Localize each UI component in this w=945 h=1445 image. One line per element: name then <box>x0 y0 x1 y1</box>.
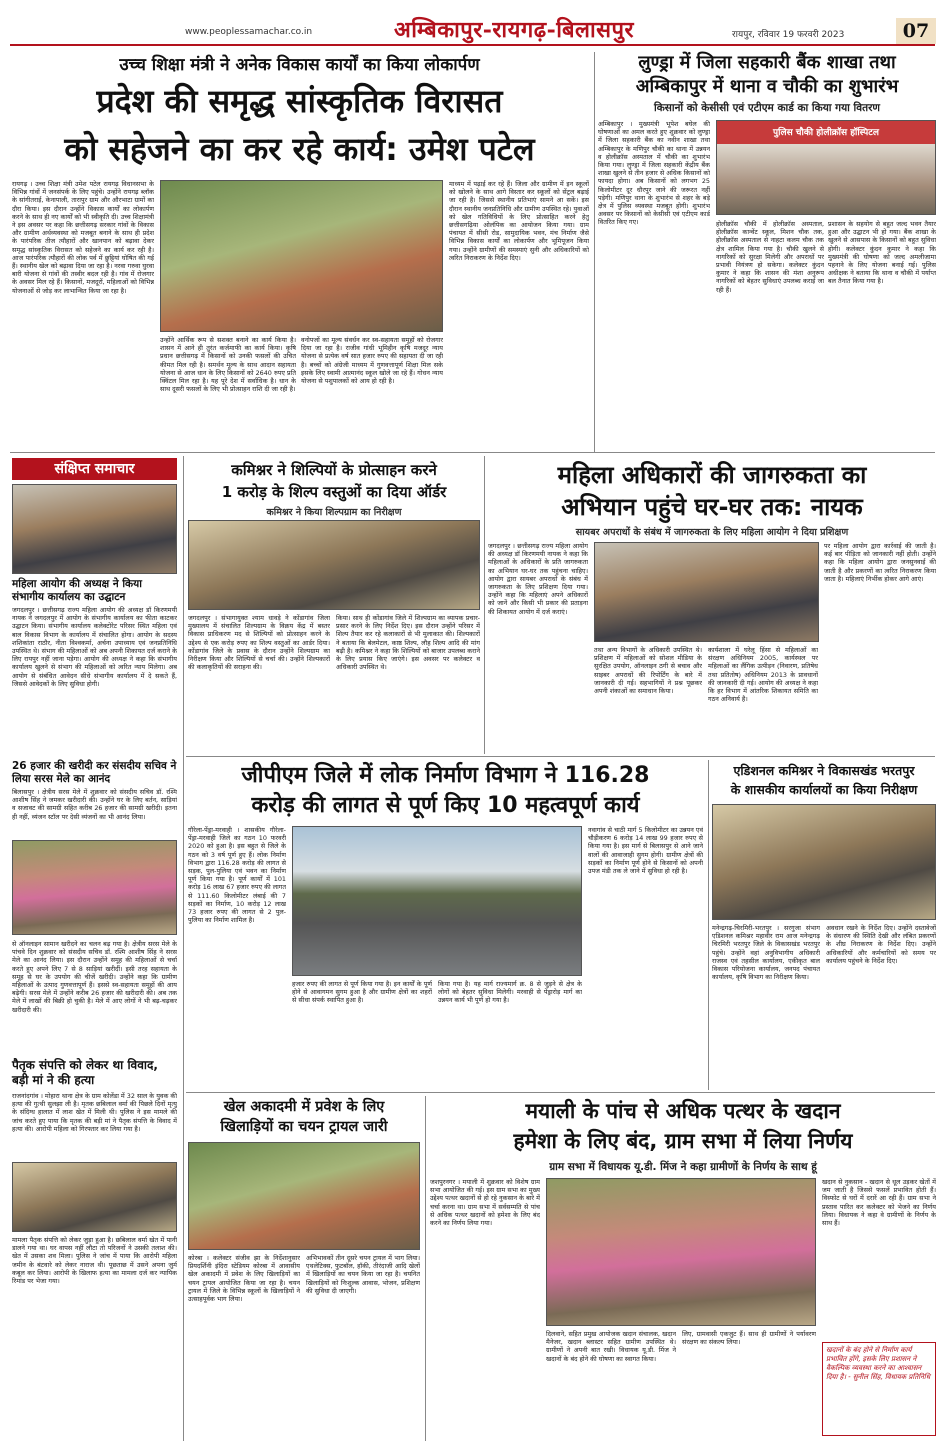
brief-item2-headline: 26 हजार की खरीदी कर संसदीय सचिव ने लिया सरस मेले का आनंद <box>12 760 177 785</box>
story1-col2-lower: उन्होंने आर्थिक रूप से सशक्त बनाने का कार्य किया है। शासन में आने ही तुरंत कर्जमाफी का कार्य किया। कृषि प्रधान छत्तीसगढ़ में किसानों को उनकी फसलों की उचित कीमत मिल रही है। समर्थन मूल्य के साथ आदान सहायता योजना से आज धान के लिए किसानों को 2640 रुपए प्रति क्विंटल मिल रहा है। यह पूरे देश में सर्वाधिक है। धान के साथ दूसरी फसलों के लिए भी प्रोत्साहन राशि दी जा रही है। <box>160 336 296 394</box>
story4-col3: कार्यशाला में घरेलू हिंसा से महिलाओं का संरक्षण अधिनियम 2005, कार्यस्थल पर महिलाओं का लैंगिक उत्पीड़न (निवारण, प्रतिषेध तथा प्रतितोष) अधिनियम 2013 के प्रावधानों की जानकारी दी गई। आयोग की अध्यक्ष ने कहा कि हर विभाग में आंतरिक शिकायत समिति का गठन अनिवार्य है। <box>708 646 818 704</box>
story1-photo-ribbon-cutting <box>160 180 443 332</box>
story5-col1: गौरेला-पेंड्रा-मरवाही । शासकीय गौरेला-पेंड्रा-मरवाही जिले का गठन 10 फरवरी 2020 को हुआ है। इस बहुत से जिले के गठन को 3 वर्ष पूर्ण हुए हैं। लोक निर्माण विभाग द्वारा 116.28 करोड़ की लागत से सड़क, पुल-पुलिया एवं भवन का निर्माण पूर्ण किया गया है। पूर्ण कार्यों में 101 करोड़ 16 लाख 67 हजार रुपए की लागत से 111.60 किलोमीटर लंबाई की 7 सड़कों का निर्माण, 10 करोड़ 12 लाख 73 हजार रुपए की लागत से 2 पुल-पुलिया का निर्माण शामिल है। <box>188 826 286 925</box>
brief-item1-headline: महिला आयोग की अध्यक्ष ने किया संभागीय कार्यालय का उद्घाटन <box>12 578 142 603</box>
story4-col1: जगदलपुर । छत्तीसगढ़ राज्य महिला आयोग की अध्यक्ष डॉ किरणमयी नायक ने कहा कि महिलाओं के अधिकारों के प्रति जागरुकता का अभियान घर-घर तक पहुंचना चाहिए। आयोग द्वारा सायबर अपराधों के संबंध में जागरुकता के लिए प्रशिक्षण दिया गया। उन्होंने कहा कि महिलाएं अपने अधिकारों को जानें और किसी भी प्रकार की प्रताड़ना की शिकायत आयोग में दर्ज कराएं। <box>488 542 588 616</box>
story1-col1: रायगढ़ । उच्च शिक्षा मंत्री उमेश पटेल रायगढ़ विधानसभा के विभिन्न गांवों में जनसंपर्क के लिए पहुंचे। उन्होंने रायगढ़ ब्लॉक के सांगीतराई, केनापाली, तारापुर ग्राम और औरभाटा ग्रामों का दौरा किया। इस दौरान उन्होंने विकास कार्यों का लोकार्पण करने के साथ ही नए कार्यों को भी स्वीकृति दी। उच्च शिक्षामंत्री ने इस अवसर पर कहा कि छत्तीसगढ़ सरकार गांवों के विकास और ग्रामीण अर्थव्यवस्था को मजबूत बनाने के साथ ही प्रदेश के पारंपरिक तीज त्यौहारों और खानपान को बढ़ावा देकर समृद्ध सांस्कृतिक विरासत को सहेजने का कार्य कर रही है। आज पारंपरिक त्यौहारों की लोक पर्व में छुट्टियां घोषित की गई हैं। स्थानीय खेल को बढ़ावा दिया जा रहा है। नरवा गरुवा घुरवा बारी योजना से गांवों की तस्वीर बदल रही है। गांव में रोजगार के अवसर मिल रहे हैं। किसानों, मजदूरों, महिलाओं को विभिन्न योजनाओं से जोड़ कर लाभान्वित किया जा रहा है। <box>12 180 154 295</box>
story1-col4: माध्यम में पढ़ाई कर रहे हैं। जिला और ग्रामीण में इन स्कूलों को खोलने के साथ आगे विस्तार कर स्कूलों को सेंट्रल बढ़ाई जा रही है। जिससे स्थानीय प्रतिभाएं सामने आ सकें। इस दौरान स्थानीय जनप्रतिनिधि और ग्रामीण उपस्थित रहे। युवाओं को खेल गतिविधियों के लिए प्रोत्साहित करने हेतु छत्तीसगढ़िया ओलंपिक का आयोजन किया गया। ग्राम पंचायत में सीसी रोड, सामुदायिक भवन, मंच निर्माण जैसे विभिन्न विकास कार्यों का लोकार्पण और भूमिपूजन किया गया। उन्होंने ग्रामीणों की समस्याएं सुनी और अधिकारियों को त्वरित निराकरण के निर्देश दिए। <box>449 180 589 262</box>
brief-item2-body: बिलासपुर । क्षेत्रीय सरस मेले में शुक्रवार को संसदीय सचिव डॉ. रश्मि आशीष सिंह ने जमकर खरीदारी की। उन्होंने घर के लिए बर्तन, साड़ियां व सजावट की सामग्री सहित करीब 26 हजार की सामग्री खरीदी। इतना ही नहीं, व्यंजन स्टॉल पर देसी व्यंजनों का भी आनंद लिया। <box>12 788 177 821</box>
story2-headline-1: लुण्ड्रा में जिला सहकारी बैंक शाखा तथा <box>638 52 896 73</box>
story5-col2: हजार रुपए की लागत से पूर्ण किया गया है। इन कार्यों के पूर्ण होने से आवागमन सुगम हुआ है और ग्रामीण क्षेत्रों का शहरों से सीधा संपर्क स्थापित हुआ है। <box>292 980 432 1005</box>
story7-headline-1: खेल अकादमी में प्रवेश के लिए <box>223 1099 385 1115</box>
story1-headline-1: प्रदेश की समृद्ध सांस्कृतिक विरासत <box>96 82 503 120</box>
story2-photo-sign: पुलिस चौकी होलीक्रॉस हॉस्पिटल <box>773 128 879 138</box>
story2-headline-2: अम्बिकापुर में थाना व चौकी का शुभारंभ <box>635 76 899 97</box>
story3-col1: जगदलपुर । संभागायुक्त श्याम धावड़े ने कोंडागांव जिला मुख्यालय में संचालित शिल्पग्राम के विक्रय केंद्र में बस्तर विकास प्राधिकरण मद से शिल्पियों को प्रोत्साहन करने के उद्देश्य से एक करोड़ रुपए का शिल्प वस्तुओं का आर्डर दिया। कोंडागांव जिले के प्रवास के दौरान उन्होंने शिल्पग्राम का निरीक्षण किया और शिल्पियों से चर्चा की। उन्होंने शिल्पकारों की कलाकृतियों की सराहना की। <box>188 614 330 672</box>
brief-item3-body2: मामला पैतृक संपत्ति को लेकर जुड़ा हुआ है। छबिलाल वर्मा खेत में पानी डालने गया था। घर वापस नहीं लौटा तो परिजनों ने उसकी तलाश की। खेत में उसका शव मिला। पुलिस ने जांच में पाया कि आरोपी महिला जमीन के बंटवारे को लेकर नाराज थी। पूछताछ में उसने अपना जुर्म कबूल कर लिया। आरोपी के खिलाफ हत्या का मामला दर्ज कर न्यायिक रिमांड पर भेजा गया। <box>12 1236 177 1286</box>
story6-col1: मनेन्द्रगढ़-चिरमिरी-भरतपुर । सरगुजा संभाग एडिशनल कमिश्नर महावीर राम आज मनेन्द्रगढ़ चिरमिरी भरतपुर जिले के विकासखंड भरतपुर पहुंचे। उन्होंने वहां अनुविभागीय अधिकारी राजस्व एवं तहसील कार्यालय, एकीकृत बाल विकास परियोजना कार्यालय, जनपद पंचायत कार्यालय, कृषि विभाग का निरीक्षण किया। <box>712 924 820 982</box>
story2-col2: होलीक्रॉस चौकी में होलीक्रॉस अस्पताल, होलीक्रॉस कान्वेंट स्कूल, मिशन चौक तक, होलीक्रॉस अस्पताल से नाहटा कलम चौक तक क्षेत्र शामिल किया गया है। चौकी खुलने से नागरिकों को सुरक्षा मिलेगी और अपराधों पर प्रभावी नियंत्रण हो सकेगा। कलेक्टर कुंदन कुमार ने कहा कि शासन की मंशा अनुरूप नागरिकों को बेहतर सुविधाएं उपलब्ध कराई जा रही हैं। <box>716 220 824 294</box>
brief-item2-body2: से ऑनलाइन सामान खरीदने का चलन बढ़ गया है। क्षेत्रीय सरस मेले के पांचवे दिन शुक्रवार को संसदीय सचिव डॉ. रश्मि आशीष सिंह ने सरस मेले का आनंद लिया। इस दौरान उन्होंने समूह की महिलाओं से चर्चा करते हुए अपने लिए 7 से 8 साड़ियां खरीदीं। इसी तरह सहायता के समूह से घर के उपयोग की चीजें खरीदी। उन्होंने कहा कि ग्रामीण महिलाओं के उत्पाद गुणवत्तापूर्ण हैं। इससे स्व-सहायता समूहों की आय बढ़ेगी। सरस मेले में उन्होंने करीब 26 हजार की खरीदारी की। अब तक मेले में लाखों की बिक्री हो चुकी है। मेले में आए लोगों ने भी बढ़-चढ़कर खरीदारी की। <box>12 940 177 1014</box>
story2-col3: प्रशासन के सहयोग से बहुत जल्द भवन तैयार हुआ और उद्घाटन भी हो गया। बैंक शाखा के खुलने से आसपास के किसानों को बहुत सुविधा होगी। कलेक्टर कुंदन कुमार ने कहा कि मुख्यमंत्री की घोषणा को जल्द अमलीजामा पहनाने के लिए योजना बनाई गई। पुलिस अधीक्षक ने बताया कि थाना व चौकी में पर्याप्त बल तैनात किया गया है। <box>828 220 936 286</box>
brief-photo-saras-mela <box>12 840 177 935</box>
story8-col2: खदान से नुकसान - खदान से धूल उड़कर खेतों में जम जाती है जिससे फसलें प्रभावित होती हैं। विस्फोट से घरों में दरारें आ रही हैं। ग्राम सभा ने प्रस्ताव पारित कर कलेक्टर को भेजने का निर्णय लिया। विधायक ने कहा वे ग्रामीणों के निर्णय के साथ हैं। <box>822 1178 936 1228</box>
story5-headline-2: करोड़ की लागत से पूर्ण किए 10 महत्वपूर्ण कार्य <box>251 793 640 818</box>
story4-subhead: सायबर अपराधों के संबंध में जागरुकता के लिए महिला आयोग ने दिया प्रशिक्षण <box>575 527 849 538</box>
story4-col4: पर महिला आयोग द्वारा कार्रवाई की जाती है। कई बार पीड़िता को जानकारी नहीं होती। उन्होंने कहा कि महिला आयोग द्वारा जनसुनवाई की जाती है और प्रकरणों का त्वरित निराकरण किया जाता है। महिलाएं निर्भीक होकर आगे आएं। <box>824 542 936 583</box>
section-divider <box>186 756 935 757</box>
story3-headline-2: 1 करोड़ के शिल्प वस्तुओं का दिया ऑर्डर <box>221 483 447 501</box>
story5-col4: नवागांव से चाठी मार्ग 5 किलोमीटर का उन्नयन एवं चौड़ीकरण 6 करोड़ 14 लाख 99 हजार रुपए से किया गया है। इस मार्ग से बिलासपुर से आने जाने वालों की आवाजाही सुगम होगी। ग्रामीण क्षेत्रों की सड़कों का निर्माण पूर्ण होने से किसानों को अपनी उपज मंडी तक ले जाने में सुविधा हो रही है। <box>588 826 703 876</box>
story2-photo-police-post <box>716 120 936 215</box>
story5-col3: किया गया है। यह मार्ग राज्यमार्ग क्र. 8 से जुड़ने से क्षेत्र के लोगों को बेहतर सुविधा मिलेगी। मरवाही से पेंड्रारोड़ मार्ग का उन्नयन कार्य भी पूर्ण हो गया है। <box>438 980 582 1005</box>
story7-col2: अभिभावकों तीन दूसरे चयन ट्रायल में भाग लिया। एथलेटिक्स, फुटबॉल, हॉकी, तीरंदाजी आदि खेलों में खिलाड़ियों का चयन किया जा रहा है। चयनित खिलाड़ियों को निःशुल्क आवास, भोजन, प्रशिक्षण की सुविधा दी जाएगी। <box>306 1254 420 1295</box>
brief-item3-headline: पैतृक संपत्ति को लेकर था विवाद, बड़ी मां ने की हत्या <box>12 1058 158 1087</box>
section-divider <box>10 452 935 453</box>
story6-headline-2: के शासकीय कार्यालयों का किया निरीक्षण <box>730 782 918 797</box>
story2-col1: अम्बिकापुर । मुख्यमंत्री भूपेश बघेल की घोषणाओं का अमल करते हुए शुक्रवार को लुण्ड्रा में जिला सहकारी बैंक का नवीन शाखा तथा अम्बिकापुर के मणिपुर चौकी का थाना में उन्नयन व होलीक्रॉस अस्पताल में चौकी का शुभारंभ किया गया। लुण्ड्रा में जिला सहकारी केंद्रीय बैंक शाखा खुलने से तीन हजार से अधिक किसानों को फायदा होगा। अब किसानों को लगभग 25 किलोमीटर दूर धौरपुर जाने की जरूरत नहीं पड़ेगी। मणिपुर थाना के शुभारंभ से शहर के बड़े क्षेत्र में पुलिस व्यवस्था मजबूत होगी। शुभारंभ अवसर पर किसानों को केसीसी एवं एटीएम कार्ड वितरित किए गए। <box>598 120 710 227</box>
page-number: 07 <box>896 18 936 44</box>
column-divider <box>183 456 184 1441</box>
story2-subhead: किसानों को केसीसी एवं एटीएम कार्ड का किया गया वितरण <box>653 102 880 114</box>
brief-photo-inauguration <box>12 484 177 574</box>
story7-photo-players <box>188 1142 420 1250</box>
column-divider <box>708 760 709 1090</box>
brief-photo-accused <box>12 1162 177 1232</box>
story3-col2: किया। साथ ही कोंडागांव जिले में शिल्पग्राम का व्यापक प्रचार-प्रसार करने के लिए निर्देश दिए। इस दौरान उन्होंने परिसर में शिल्प तैयार कर रहे कलाकारों से भी मुलाकात की। शिल्पकारों ने बताया कि बेलमेटल, काष्ठ शिल्प, लौह शिल्प आदि की मांग बढ़ी है। कमिश्नर ने कहा कि शिल्पियों को बाजार उपलब्ध कराने के लिए प्रयास किए जाएंगे। इस अवसर पर कलेक्टर व अधिकारी उपस्थित थे। <box>336 614 480 672</box>
story7-col1: कोरबा । कलेक्टर संजीव झा के निर्देशानुसार प्रियदर्शिनी इंदिरा स्टेडियम कोरबा में आवासीय खेल अकादमी में प्रवेश के लिए खिलाड़ियों का चयन ट्रायल आयोजित किया जा रहा है। चयन ट्रायल में जिले के विभिन्न स्कूलों के खिलाड़ियों ने उत्साहपूर्वक भाग लिया। <box>188 1254 300 1304</box>
story4-headline-1: महिला अधिकारों की जागरुकता का <box>557 461 867 489</box>
story6-photo-inspection <box>712 804 936 920</box>
brief-item1-body: जगदलपुर । छत्तीसगढ़ राज्य महिला आयोग की अध्यक्ष डॉ किरणमयी नायक ने जगदलपुर में आयोग के संभागीय कार्यालय का फीता काटकर उद्घाटन किया। संभागीय कार्यालय कलेक्टोरेट परिसर स्थित महिला एवं बाल विकास विभाग के कार्यालय में संचालित होगा। आयोग के सदस्य शशिकांता राठौर, नीता विश्वकर्मा, अर्चना उपाध्याय एवं जनप्रतिनिधि उपस्थित थे। संभाग की महिलाओं को अब अपनी शिकायत दर्ज कराने के लिए रायपुर नहीं जाना पड़ेगा। आयोग की अध्यक्ष ने कहा कि संभागीय कार्यालय खुलने से संभाग की महिलाओं को त्वरित न्याय मिलेगा। अब आयोग से संबंधित आवेदन सीधे संभागीय कार्यालय में दे सकते हैं, जिससे आवेदकों के लिए सुविधा होगी। <box>12 606 177 688</box>
column-divider <box>425 1096 426 1441</box>
story1-headline-2: को सहेजने का कर रहे कार्य: उमेश पटेल <box>64 130 535 168</box>
section-divider <box>186 1092 935 1093</box>
story6-col2: अवधान रखने के निर्देश दिए। उन्होंने दस्तावेजों के संधारण की स्थिति देखी और लंबित प्रकरणों के शीघ्र निराकरण के निर्देश दिए। उन्होंने अधिकारियों और कर्मचारियों को समय पर कार्यालय पहुंचने के निर्देश दिए। <box>826 924 936 965</box>
story5-headline-1: जीपीएम जिले में लोक निर्माण विभाग ने 116.28 <box>241 763 650 788</box>
story8-headline-2: हमेशा के लिए बंद, ग्राम सभा में लिया निर्णय <box>513 1129 853 1153</box>
column-divider <box>484 456 485 754</box>
story8-col1: जशपुरनगर । मयाली में शुक्रवार को विशेष ग्राम सभा आयोजित की गई। इस ग्राम सभा का मुख्य उद्देश्य पत्थर खदानों से हो रहे नुकसान के बारे में चर्चा करना था। ग्राम सभा में सर्वसम्मति से पांच से अधिक पत्थर खदानों को हमेशा के लिए बंद करने का निर्णय लिया गया। <box>430 1178 540 1228</box>
story8-subhead: ग्राम सभा में विधायक यू.डी. मिंज ने कहा ग्रामीणों के निर्णय के साथ हूं <box>549 1161 817 1173</box>
story5-photo-road <box>292 826 582 976</box>
story4-col2: तथा अन्य विभागों के अधिकारी उपस्थित थे। प्रशिक्षण में महिलाओं को सोशल मीडिया के सुरक्षित उपयोग, ऑनलाइन ठगी से बचाव और साइबर अपराधों की रिपोर्टिंग के बारे में जानकारी दी गई। सहभागियों ने प्रश्न पूछकर अपनी शंकाओं का समाधान किया। <box>594 646 702 696</box>
masthead-title: अम्बिकापुर-रायगढ़-बिलासपुर <box>394 17 635 43</box>
story8-col3: दिलवाने, सहित प्रमुख आयोजक खदान संचालक, खदान मैनेजर, खदान ब्लास्टर सहित ग्रामीण उपस्थित थे। ग्रामीणों ने अपनी बात रखी। विधायक यू.डी. मिंज ने खदानों के बंद होने की घोषणा का स्वागत किया। <box>546 1330 676 1363</box>
story4-headline-2: अभियान पहुंचे घर-घर तक: नायक <box>561 493 863 521</box>
story3-photo-shilpgram <box>188 520 480 610</box>
story6-headline-1: एडिशनल कमिश्नर ने विकासखंड भरतपुर <box>733 763 915 778</box>
story1-kicker: उच्च शिक्षा मंत्री ने अनेक विकास कार्यों का किया लोकार्पण <box>119 55 480 75</box>
column-divider <box>594 52 595 452</box>
brief-section-title: संक्षिप्त समाचार <box>12 458 177 480</box>
story4-photo-training <box>594 542 819 642</box>
story8-quote-box: खदानों के बंद होने से निर्माण कार्य प्रभावित होंगे, इसके लिए प्रशासन ने वैकल्पिक व्यवस्था करने का आश्वासन दिया है। - सुनील सिंह, विधायक प्रतिनिधि <box>822 1342 936 1436</box>
masthead-rule <box>10 44 935 46</box>
story3-subhead: कमिश्नर ने किया शिल्पग्राम का निरीक्षण <box>266 507 402 518</box>
story8-photo-gram-sabha <box>546 1178 816 1326</box>
story1-col3-lower: वनोपजों का मूल्य संवर्धन कर स्व-सहायता समूहों को रोजगार दिया जा रहा है। राजीव गांधी भूमिहीन कृषि मजदूर न्याय योजना से प्रत्येक वर्ष सात हजार रुपए की सहायता दी जा रही है। बच्चों को अंग्रेजी माध्यम में गुणवत्तापूर्ण शिक्षा मिल सके इसके लिए स्वामी आत्मानंद स्कूल खोले जा रहे हैं। गोधन न्याय योजना से पशुपालकों को आय हो रही है। <box>301 336 443 386</box>
story8-col4: लिए, ग्रामवासी एकजुट हैं। साथ ही ग्रामीणों ने पर्यावरण संरक्षण का संकल्प लिया। <box>682 1330 816 1347</box>
story7-headline-2: खिलाड़ियों का चयन ट्रायल जारी <box>220 1119 388 1135</box>
story3-headline-1: कमिश्नर ने शिल्पियों के प्रोत्साहन करने <box>231 461 437 479</box>
masthead-date: रायपुर, रविवार 19 फरवरी 2023 <box>732 30 845 40</box>
story8-headline-1: मयाली के पांच से अधिक पत्थर के खदान <box>525 1099 841 1123</box>
brief-item3-body: राजनांदगांव । मोहारा थाना क्षेत्र के ग्राम कोलेंडा में 32 साल के युवक की हत्या की गुत्थी सुलझा ली है। मृतक छबिलाल वर्मा की पिछले दिनों मृत्यु के संदिग्ध हालात में लाश खेत में मिली थी। पुलिस ने इस मामले की जांच करते हुए पाया कि मृतक की बड़ी मां ने पैतृक संपत्ति के विवाद में हत्या की। आरोपी महिला को गिरफ्तार कर लिया गया है। <box>12 1092 177 1133</box>
masthead-url: www.peoplessamachar.co.in <box>185 27 313 37</box>
